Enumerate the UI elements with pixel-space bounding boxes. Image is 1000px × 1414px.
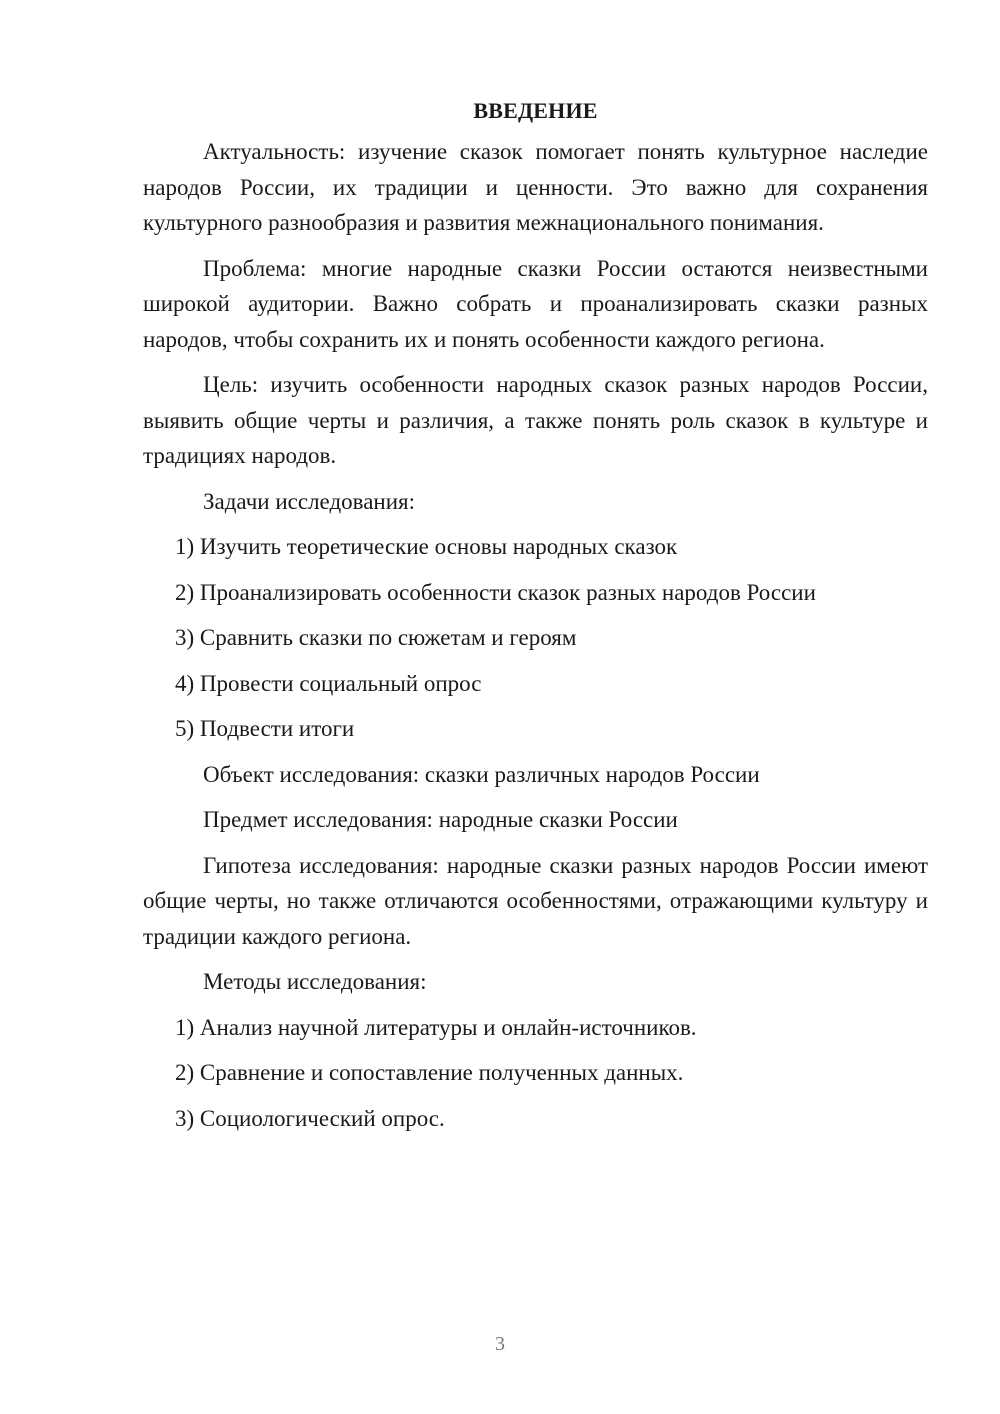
problem-paragraph: Проблема: многие народные сказки России остаются неизвестными широкой аудитории. Важно собрать и проанализировать сказки разных народов, чтобы сохранить их и понять особенности каждого региона.	[143, 255, 928, 352]
section-heading: ВВЕДЕНИЕ	[473, 98, 598, 123]
document-page	[143, 96, 928, 1146]
relevance-paragraph: Актуальность: изучение сказок помогает понять культурное наследие народов России, их традиции и ценности. Это важно для сохранения культурного разнообразия и развития межнационального понимания.	[143, 139, 928, 235]
task-item-2: 2) Проанализировать особенности сказок разных народов России	[175, 579, 816, 605]
task-item-4: 4) Провести социальный опрос	[175, 670, 482, 696]
research-object: Объект исследования: сказки различных народов России	[203, 761, 760, 787]
hypothesis-paragraph: Гипотеза исследования: народные сказки разных народов России имеют общие черты, но также отличаются особенностями, отражающими культуру и традиции каждого региона.	[143, 852, 928, 949]
research-subject: Предмет исследования: народные сказки России	[203, 807, 678, 832]
method-item-2: 2) Сравнение и сопоставление полученных данных.	[175, 1060, 684, 1085]
method-item-3: 3) Социологический опрос.	[175, 1105, 445, 1131]
task-item-5: 5) Подвести итоги	[175, 716, 355, 741]
goal-paragraph: Цель: изучить особенности народных сказок разных народов России, выявить общие черты и различия, а также понять роль сказок в культуре и традициях народов.	[143, 372, 928, 468]
page-number: 3	[495, 1333, 505, 1355]
methods-title: Методы исследования:	[203, 969, 427, 994]
tasks-title: Задачи исследования:	[203, 488, 416, 514]
task-item-1: 1) Изучить теоретические основы народных сказок	[175, 534, 678, 559]
task-item-3: 3) Сравнить сказки по сюжетам и героям	[175, 625, 577, 650]
method-item-1: 1) Анализ научной литературы и онлайн-источников.	[175, 1014, 697, 1040]
